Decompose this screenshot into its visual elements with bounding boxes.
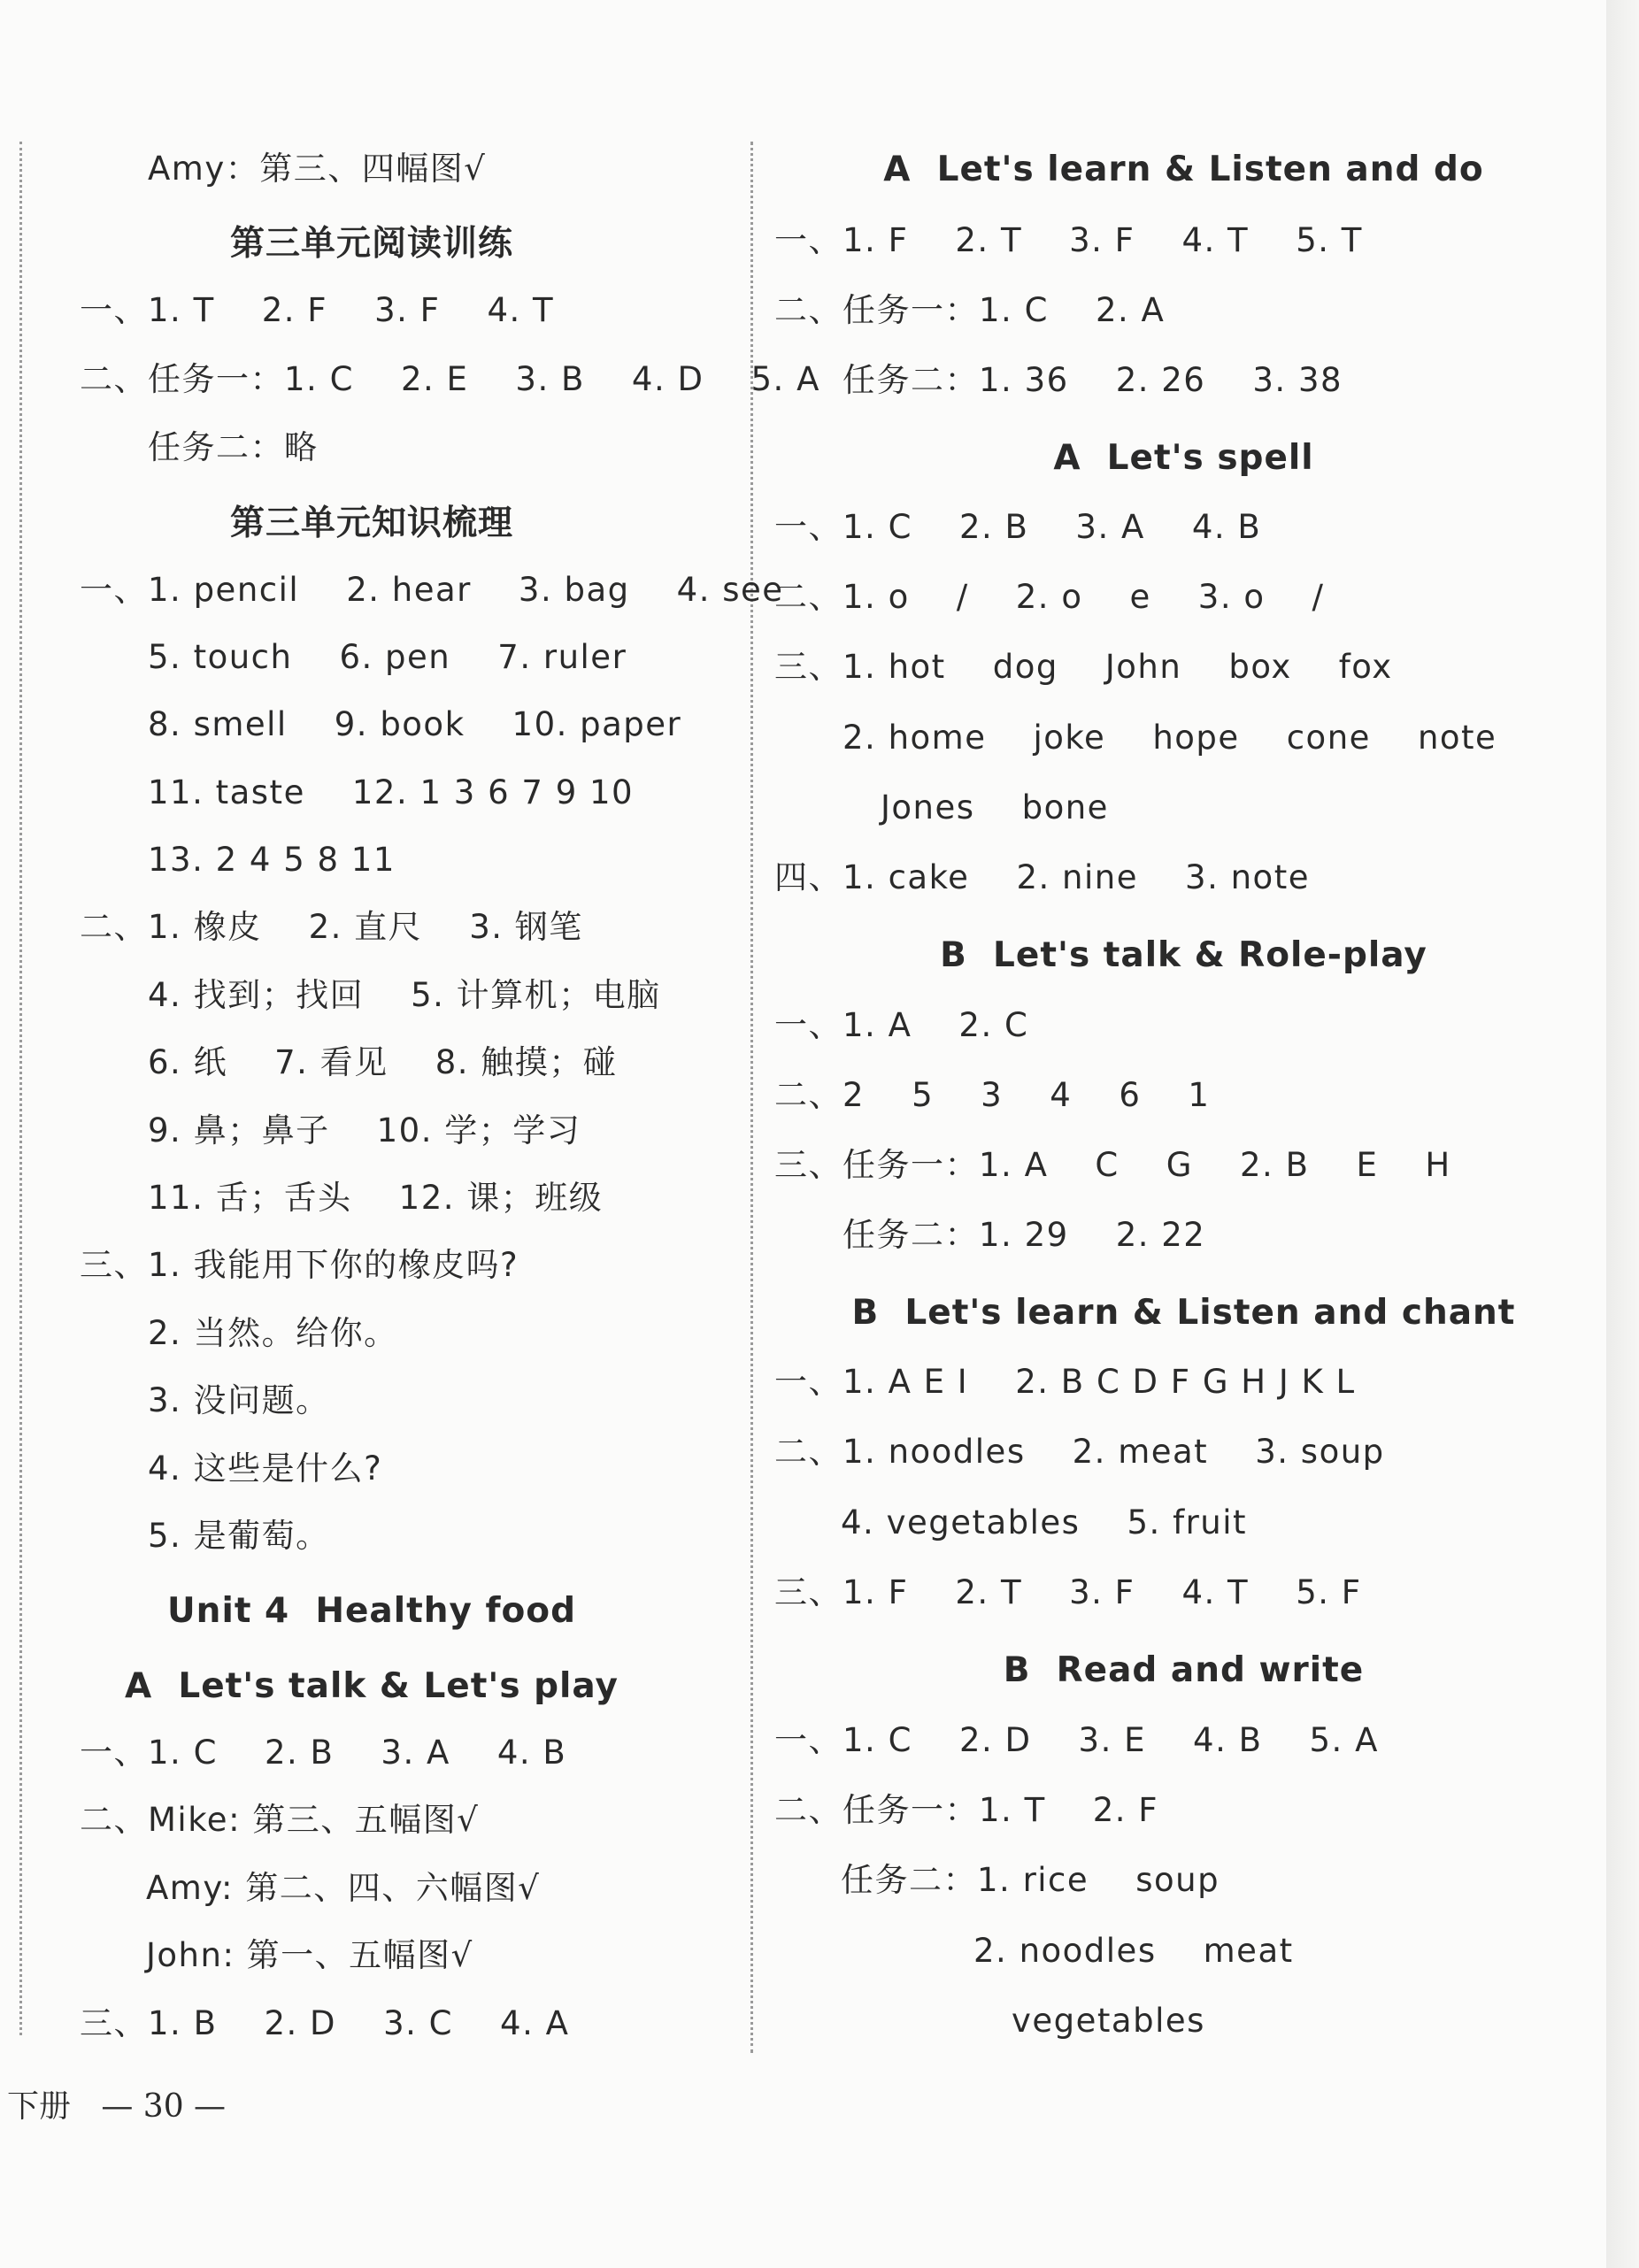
- answer-row: 13. 2 4 5 8 11: [148, 841, 396, 879]
- answer-row: 2. 当然。给你。: [148, 1314, 398, 1352]
- answer-row: 一、1. A E I 2. B C D F G H J K L: [774, 1363, 1356, 1401]
- answer-row: 2. noodles meat: [973, 1932, 1294, 1970]
- answer-row: 二、1. 橡皮 2. 直尺 3. 钢笔: [80, 908, 583, 946]
- page-edge-shadow: [1606, 0, 1639, 2268]
- answer-row: 任务二：1. rice soup: [841, 1861, 1220, 1899]
- answer-row: 二、1. o / 2. o e 3. o /: [774, 578, 1325, 616]
- answer-row: 8. smell 9. book 10. paper: [148, 705, 682, 743]
- answer-row: 5. 是葡萄。: [148, 1517, 330, 1555]
- answer-row: 5. touch 6. pen 7. ruler: [148, 638, 627, 676]
- answer-row: 二、任务一：1. T 2. F: [774, 1791, 1159, 1829]
- answer-row: 三、任务一：1. A C G 2. B E H: [774, 1146, 1451, 1184]
- answer-row: 任务二：略: [148, 428, 319, 466]
- page-number: — 30 —: [101, 2088, 227, 2125]
- answer-row: 四、1. cake 2. nine 3. note: [774, 858, 1310, 896]
- answer-row: 一、1. C 2. B 3. A 4. B: [774, 508, 1262, 546]
- answer-row: Amy: 第二、四、六幅图√: [146, 1869, 541, 1907]
- section-title: B Let's talk & Role-play: [940, 935, 1427, 975]
- answer-row: 一、1. T 2. F 3. F 4. T: [80, 291, 555, 329]
- answer-row: 一、1. C 2. B 3. A 4. B: [80, 1734, 567, 1772]
- answer-row: 三、1. F 2. T 3. F 4. T 5. F: [774, 1573, 1362, 1611]
- section-title: A Let's spell: [1053, 438, 1314, 478]
- answer-row: vegetables: [1012, 2002, 1205, 2040]
- unit-title: Unit 4 Healthy food: [167, 1591, 576, 1631]
- answer-row: Amy：第三、四幅图√: [148, 150, 487, 188]
- answer-row: 一、1. C 2. D 3. E 4. B 5. A: [774, 1721, 1379, 1759]
- section-title: 第三单元阅读训练: [229, 224, 513, 264]
- answer-row: 二、任务一：1. C 2. E 3. B 4. D 5. A: [80, 360, 820, 398]
- section-title: A Let's talk & Let's play: [125, 1666, 619, 1706]
- answer-row: 一、1. A 2. C: [774, 1006, 1029, 1044]
- answer-row: 6. 纸 7. 看见 8. 触摸；碰: [148, 1043, 618, 1081]
- answer-row: 3. 没问题。: [148, 1381, 330, 1419]
- section-title: B Let's learn & Listen and chant: [851, 1293, 1516, 1333]
- answer-row: Jones bone: [881, 788, 1109, 826]
- section-title: B Read and write: [1003, 1650, 1365, 1690]
- answer-row: 三、1. B 2. D 3. C 4. A: [80, 2004, 570, 2042]
- page-footer: [7, 2081, 226, 2126]
- answer-row: John: 第一、五幅图√: [146, 1936, 473, 1974]
- answer-row: 4. vegetables 5. fruit: [841, 1503, 1248, 1541]
- answer-row: 二、任务一：1. C 2. A: [774, 291, 1166, 329]
- answer-row: 一、1. pencil 2. hear 3. bag 4. see: [80, 571, 784, 609]
- section-title: 第三单元知识梳理: [229, 504, 513, 543]
- answer-row: 一、1. F 2. T 3. F 4. T 5. T: [774, 221, 1363, 259]
- answer-row: 二、Mike: 第三、五幅图√: [80, 1801, 480, 1839]
- section-title: A Let's learn & Listen and do: [883, 150, 1484, 189]
- answer-row: 二、2 5 3 4 6 1: [774, 1076, 1211, 1114]
- answer-row: 任务二：1. 36 2. 26 3. 38: [843, 361, 1343, 399]
- answer-row: 11. 舌；舌头 12. 课；班级: [148, 1179, 604, 1217]
- answer-row: 三、1. hot dog John box fox: [774, 648, 1393, 686]
- answer-row: 2. home joke hope cone note: [843, 719, 1497, 757]
- column-divider: [750, 142, 753, 2053]
- answer-row: 三、1. 我能用下你的橡皮吗?: [80, 1246, 519, 1284]
- answer-row: 任务二：1. 29 2. 22: [843, 1216, 1206, 1254]
- answer-row: 4. 这些是什么?: [148, 1449, 383, 1488]
- footer-label: 下册: [7, 2088, 72, 2125]
- binding-margin-line: [19, 142, 22, 2035]
- answer-row: 二、1. noodles 2. meat 3. soup: [774, 1433, 1385, 1471]
- answer-row: 4. 找到；找回 5. 计算机；电脑: [148, 976, 661, 1014]
- answer-row: 11. taste 12. 1 3 6 7 9 10: [148, 773, 635, 811]
- answer-row: 9. 鼻；鼻子 10. 学；学习: [148, 1111, 581, 1149]
